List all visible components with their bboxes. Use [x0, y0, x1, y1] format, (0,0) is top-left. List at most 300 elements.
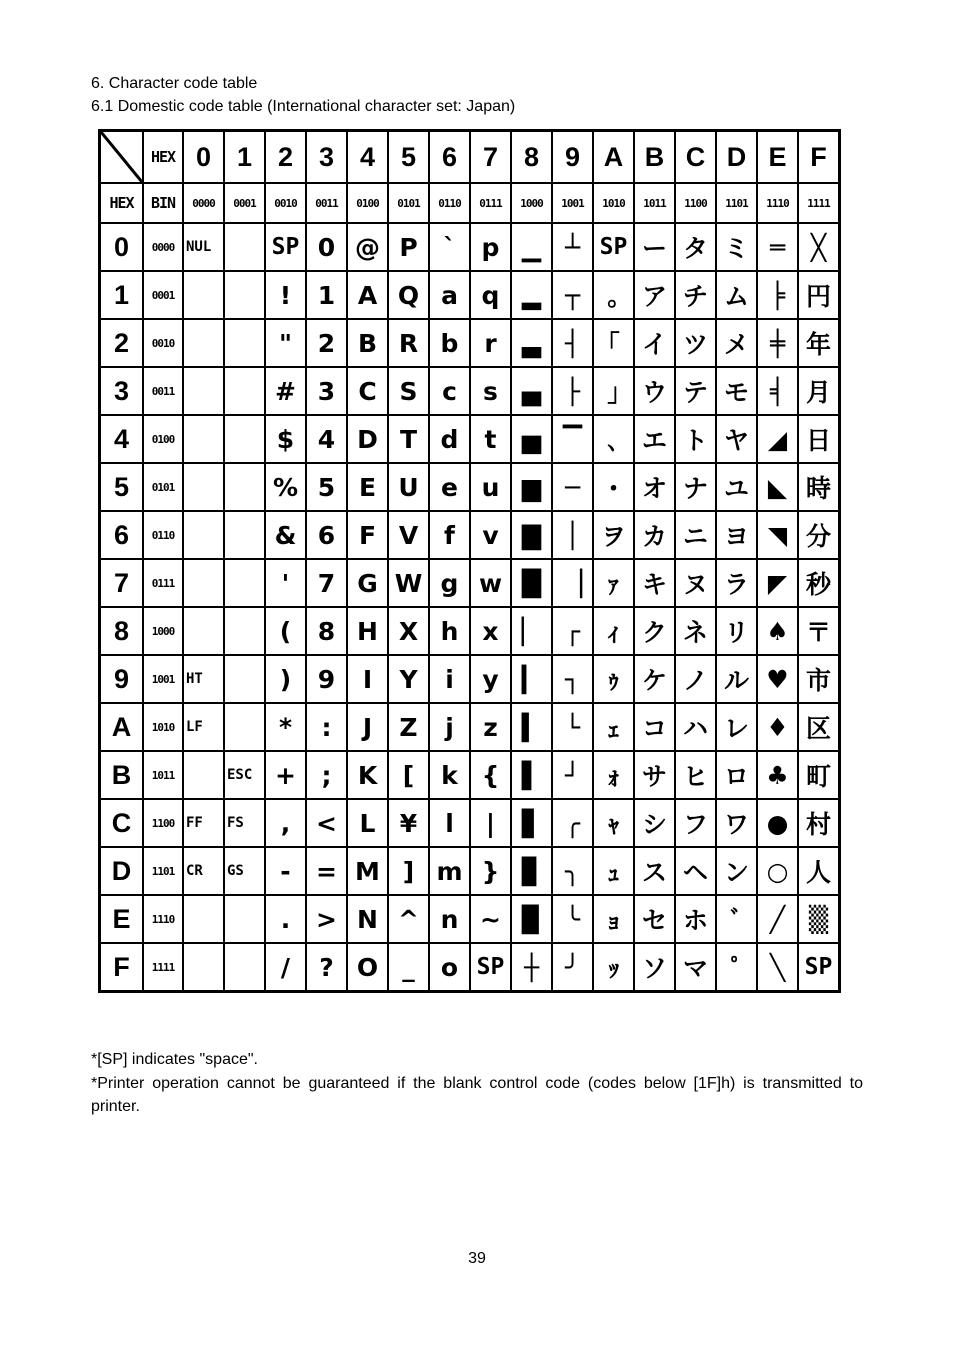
character-cell: イ	[634, 319, 675, 367]
column-hex-header: 5	[388, 131, 429, 184]
character-cell: v	[470, 511, 511, 559]
character-cell: ╡	[757, 367, 798, 415]
character-cell	[224, 895, 265, 943]
character-cell: 円	[798, 271, 840, 319]
character-code-table	[98, 129, 841, 993]
table-row	[100, 751, 840, 799]
character-cell: カ	[634, 511, 675, 559]
character-cell	[224, 943, 265, 992]
character-cell: ｧ	[593, 559, 634, 607]
column-hex-header: D	[716, 131, 757, 184]
subsection-heading: 6.1 Domestic code table (International character set: Japan)	[91, 98, 516, 115]
character-cell: m	[429, 847, 470, 895]
character-cell: ヒ	[675, 751, 716, 799]
character-cell: |	[470, 799, 511, 847]
character-cell: w	[470, 559, 511, 607]
column-bin-header: 0100	[347, 183, 388, 223]
column-bin-header: 1001	[552, 183, 593, 223]
column-bin-header: 1000	[511, 183, 552, 223]
character-cell: l	[429, 799, 470, 847]
character-cell: ]	[388, 847, 429, 895]
column-hex-header: 6	[429, 131, 470, 184]
row-hex-header: B	[100, 751, 144, 799]
character-cell	[183, 559, 224, 607]
character-cell: ╪	[757, 319, 798, 367]
character-cell: ラ	[716, 559, 757, 607]
character-cell: c	[429, 367, 470, 415]
table-row	[100, 415, 840, 463]
character-cell	[183, 319, 224, 367]
character-cell: Z	[388, 703, 429, 751]
character-cell: f	[429, 511, 470, 559]
character-cell: ╭	[552, 799, 593, 847]
row-hex-header: 1	[100, 271, 144, 319]
character-cell: _	[388, 943, 429, 992]
row-bin-header: 0011	[143, 367, 183, 415]
row-hex-header: E	[100, 895, 144, 943]
character-cell: ｫ	[593, 751, 634, 799]
column-hex-header: 1	[224, 131, 265, 184]
character-cell: ~	[470, 895, 511, 943]
character-cell: N	[347, 895, 388, 943]
row-hex-header: 3	[100, 367, 144, 415]
character-cell: ▊	[511, 847, 552, 895]
character-cell: O	[347, 943, 388, 992]
character-cell: L	[347, 799, 388, 847]
column-bin-header: 1111	[798, 183, 840, 223]
character-cell: E	[347, 463, 388, 511]
character-cell: ├	[552, 367, 593, 415]
column-hex-header: A	[593, 131, 634, 184]
character-cell: p	[470, 223, 511, 271]
character-cell: a	[429, 271, 470, 319]
character-cell: W	[388, 559, 429, 607]
character-cell: }	[470, 847, 511, 895]
character-cell: SP	[470, 943, 511, 992]
character-cell: [	[388, 751, 429, 799]
section-heading: 6. Character code table	[91, 75, 258, 92]
character-cell: ♠	[757, 607, 798, 655]
character-cell: 7	[306, 559, 347, 607]
character-cell: I	[347, 655, 388, 703]
character-cell: C	[347, 367, 388, 415]
character-cell: ナ	[675, 463, 716, 511]
column-hex-header: F	[798, 131, 840, 184]
character-cell: D	[347, 415, 388, 463]
space-note: *[SP] indicates "space".	[91, 1051, 258, 1068]
control-code-note: *Printer operation cannot be guaranteed if the blank control code (codes below [1F]h) is transmitted to printer.	[91, 1075, 863, 1115]
character-cell: ○	[757, 847, 798, 895]
character-cell	[183, 415, 224, 463]
character-cell: ス	[634, 847, 675, 895]
character-cell: b	[429, 319, 470, 367]
character-cell: CR	[183, 847, 224, 895]
character-cell: ◥	[757, 511, 798, 559]
character-cell: ｩ	[593, 655, 634, 703]
row-bin-header: 0001	[143, 271, 183, 319]
character-cell: j	[429, 703, 470, 751]
character-cell: SP	[798, 943, 840, 992]
character-cell: 3	[306, 367, 347, 415]
character-cell: ▍	[511, 703, 552, 751]
character-cell: SP	[593, 223, 634, 271]
character-cell: )	[265, 655, 306, 703]
character-cell: r	[470, 319, 511, 367]
character-cell: マ	[675, 943, 716, 992]
row-hex-header: C	[100, 799, 144, 847]
character-cell: サ	[634, 751, 675, 799]
column-hex-header: E	[757, 131, 798, 184]
column-hex-header: 4	[347, 131, 388, 184]
table-row	[100, 703, 840, 751]
character-cell: 分	[798, 511, 840, 559]
character-cell: キ	[634, 559, 675, 607]
character-cell: ♥	[757, 655, 798, 703]
row-bin-header: 1111	[143, 943, 183, 992]
table-row	[100, 655, 840, 703]
row-hex-header: 0	[100, 223, 144, 271]
row-bin-header: 1011	[143, 751, 183, 799]
character-cell: >	[306, 895, 347, 943]
character-cell	[224, 559, 265, 607]
character-cell: ル	[716, 655, 757, 703]
column-bin-header: 0001	[224, 183, 265, 223]
character-cell: ソ	[634, 943, 675, 992]
character-cell: U	[388, 463, 429, 511]
character-cell: $	[265, 415, 306, 463]
character-cell: ▒	[798, 895, 840, 943]
character-cell: ╞	[757, 271, 798, 319]
bin-label: BIN	[143, 183, 183, 223]
character-cell: ク	[634, 607, 675, 655]
character-cell: ^	[388, 895, 429, 943]
header-row-hex	[100, 131, 840, 184]
row-bin-header: 0110	[143, 511, 183, 559]
character-cell: q	[470, 271, 511, 319]
character-cell: コ	[634, 703, 675, 751]
character-cell: J	[347, 703, 388, 751]
row-hex-header: 6	[100, 511, 144, 559]
character-cell: ヨ	[716, 511, 757, 559]
character-cell: 町	[798, 751, 840, 799]
character-cell: タ	[675, 223, 716, 271]
column-bin-header: 1101	[716, 183, 757, 223]
character-cell: T	[388, 415, 429, 463]
page-number: 39	[468, 1250, 486, 1267]
character-cell: ▋	[511, 799, 552, 847]
character-cell: K	[347, 751, 388, 799]
character-cell: モ	[716, 367, 757, 415]
table-row	[100, 271, 840, 319]
column-hex-header: C	[675, 131, 716, 184]
character-cell: ─	[552, 463, 593, 511]
row-hex-header: D	[100, 847, 144, 895]
character-cell: ?	[306, 943, 347, 992]
table-row	[100, 799, 840, 847]
row-hex-header: 2	[100, 319, 144, 367]
character-cell: ユ	[716, 463, 757, 511]
character-cell	[183, 463, 224, 511]
diagonal-line	[101, 132, 142, 182]
table-row	[100, 223, 840, 271]
character-cell: ･	[593, 463, 634, 511]
table-row	[100, 847, 840, 895]
character-cell: ╲	[757, 943, 798, 992]
character-cell: @	[347, 223, 388, 271]
character-cell	[224, 319, 265, 367]
character-cell: ロ	[716, 751, 757, 799]
character-cell: チ	[675, 271, 716, 319]
character-cell: ┼	[511, 943, 552, 992]
character-cell: ◤	[757, 559, 798, 607]
character-cell: ▌	[511, 751, 552, 799]
character-cell: ､	[593, 415, 634, 463]
character-cell: 区	[798, 703, 840, 751]
column-bin-header: 0101	[388, 183, 429, 223]
character-cell: '	[265, 559, 306, 607]
character-cell: エ	[634, 415, 675, 463]
character-cell: レ	[716, 703, 757, 751]
character-cell: ◢	[757, 415, 798, 463]
character-cell: y	[470, 655, 511, 703]
character-cell: ム	[716, 271, 757, 319]
character-cell: t	[470, 415, 511, 463]
character-cell: B	[347, 319, 388, 367]
character-cell: %	[265, 463, 306, 511]
character-cell: GS	[224, 847, 265, 895]
character-cell: +	[265, 751, 306, 799]
character-cell: ミ	[716, 223, 757, 271]
row-hex-header: A	[100, 703, 144, 751]
character-cell: ▏	[511, 607, 552, 655]
character-cell: テ	[675, 367, 716, 415]
character-cell: シ	[634, 799, 675, 847]
table-row	[100, 319, 840, 367]
character-cell: X	[388, 607, 429, 655]
character-cell	[224, 511, 265, 559]
character-cell: 年	[798, 319, 840, 367]
row-bin-header: 1110	[143, 895, 183, 943]
character-cell	[183, 511, 224, 559]
character-cell: =	[306, 847, 347, 895]
row-hex-header: 5	[100, 463, 144, 511]
column-bin-header: 0110	[429, 183, 470, 223]
row-bin-header: 1101	[143, 847, 183, 895]
character-cell: └	[552, 703, 593, 751]
character-cell: ▔	[552, 415, 593, 463]
table-row	[100, 511, 840, 559]
character-cell: 0	[306, 223, 347, 271]
character-cell	[224, 703, 265, 751]
character-cell: ♦	[757, 703, 798, 751]
character-cell: ┘	[552, 751, 593, 799]
character-cell	[183, 607, 224, 655]
row-hex-label: HEX	[100, 183, 144, 223]
corner-diagonal-cell	[100, 131, 144, 184]
character-cell: ◣	[757, 463, 798, 511]
character-cell: -	[265, 847, 306, 895]
character-cell: S	[388, 367, 429, 415]
character-cell: <	[306, 799, 347, 847]
character-cell: ト	[675, 415, 716, 463]
character-cell: ▁	[511, 223, 552, 271]
table-row	[100, 943, 840, 992]
character-cell: ホ	[675, 895, 716, 943]
character-cell: ニ	[675, 511, 716, 559]
character-cell: M	[347, 847, 388, 895]
character-cell: ═	[757, 223, 798, 271]
character-cell: ｢	[593, 319, 634, 367]
character-cell: ｯ	[593, 943, 634, 992]
character-cell: ┌	[552, 607, 593, 655]
header-row-bin	[100, 183, 840, 223]
column-bin-header: 1110	[757, 183, 798, 223]
character-cell: ｬ	[593, 799, 634, 847]
character-cell: 8	[306, 607, 347, 655]
character-cell: ヲ	[593, 511, 634, 559]
character-cell: n	[429, 895, 470, 943]
character-cell	[183, 751, 224, 799]
column-hex-header: 2	[265, 131, 306, 184]
character-cell: ┬	[552, 271, 593, 319]
row-hex-header: F	[100, 943, 144, 992]
character-cell: {	[470, 751, 511, 799]
character-cell: 市	[798, 655, 840, 703]
character-cell: ｣	[593, 367, 634, 415]
row-bin-header: 1000	[143, 607, 183, 655]
character-cell: ﾟ	[716, 943, 757, 992]
character-cell: ╯	[552, 943, 593, 992]
character-cell: リ	[716, 607, 757, 655]
character-cell	[183, 271, 224, 319]
column-bin-header: 0000	[183, 183, 224, 223]
character-cell: █	[511, 559, 552, 607]
row-bin-header: 1010	[143, 703, 183, 751]
column-hex-header: B	[634, 131, 675, 184]
character-cell	[224, 367, 265, 415]
character-cell: "	[265, 319, 306, 367]
character-cell	[183, 895, 224, 943]
character-cell: ▆	[511, 463, 552, 511]
character-cell: 1	[306, 271, 347, 319]
character-cell: 4	[306, 415, 347, 463]
character-cell: d	[429, 415, 470, 463]
character-cell: z	[470, 703, 511, 751]
character-cell: ｮ	[593, 895, 634, 943]
character-cell	[224, 271, 265, 319]
column-bin-header: 0011	[306, 183, 347, 223]
hex-label: HEX	[143, 131, 183, 184]
character-cell: ▉	[511, 895, 552, 943]
character-cell: .	[265, 895, 306, 943]
table-row	[100, 559, 840, 607]
character-cell: (	[265, 607, 306, 655]
column-hex-header: 9	[552, 131, 593, 184]
character-cell: V	[388, 511, 429, 559]
character-cell: NUL	[183, 223, 224, 271]
character-cell: セ	[634, 895, 675, 943]
character-cell: e	[429, 463, 470, 511]
character-cell: H	[347, 607, 388, 655]
character-cell: 9	[306, 655, 347, 703]
character-cell: 2	[306, 319, 347, 367]
character-cell: P	[388, 223, 429, 271]
column-hex-header: 0	[183, 131, 224, 184]
character-cell: ア	[634, 271, 675, 319]
column-hex-header: 3	[306, 131, 347, 184]
character-cell: ン	[716, 847, 757, 895]
character-cell: ┤	[552, 319, 593, 367]
character-cell: ワ	[716, 799, 757, 847]
row-bin-header: 1100	[143, 799, 183, 847]
character-cell: :	[306, 703, 347, 751]
character-cell: /	[265, 943, 306, 992]
character-cell: ー	[634, 223, 675, 271]
character-cell: A	[347, 271, 388, 319]
character-cell	[183, 943, 224, 992]
column-bin-header: 0010	[265, 183, 306, 223]
character-cell: ╮	[552, 847, 593, 895]
character-cell	[224, 415, 265, 463]
column-bin-header: 0111	[470, 183, 511, 223]
column-bin-header: 1010	[593, 183, 634, 223]
character-cell: o	[429, 943, 470, 992]
character-cell: `	[429, 223, 470, 271]
character-cell: ▎	[511, 655, 552, 703]
character-cell	[224, 655, 265, 703]
character-cell: Y	[388, 655, 429, 703]
character-cell: ｪ	[593, 703, 634, 751]
character-cell: ノ	[675, 655, 716, 703]
character-cell: s	[470, 367, 511, 415]
character-cell: │	[552, 511, 593, 559]
character-cell: ▇	[511, 511, 552, 559]
character-cell	[224, 607, 265, 655]
character-cell: ｨ	[593, 607, 634, 655]
row-bin-header: 0111	[143, 559, 183, 607]
character-cell: FS	[224, 799, 265, 847]
character-cell: FF	[183, 799, 224, 847]
character-cell: 5	[306, 463, 347, 511]
character-cell: ┐	[552, 655, 593, 703]
row-bin-header: 0101	[143, 463, 183, 511]
column-hex-header: 8	[511, 131, 552, 184]
character-cell: F	[347, 511, 388, 559]
character-cell: ,	[265, 799, 306, 847]
column-bin-header: 1011	[634, 183, 675, 223]
column-bin-header: 1100	[675, 183, 716, 223]
character-cell: x	[470, 607, 511, 655]
character-cell: ハ	[675, 703, 716, 751]
character-cell: ┴	[552, 223, 593, 271]
character-cell: u	[470, 463, 511, 511]
character-cell: #	[265, 367, 306, 415]
character-cell: フ	[675, 799, 716, 847]
character-cell	[183, 367, 224, 415]
character-cell: SP	[265, 223, 306, 271]
character-cell: &	[265, 511, 306, 559]
character-cell	[224, 223, 265, 271]
character-cell: !	[265, 271, 306, 319]
character-cell: ▅	[511, 415, 552, 463]
character-cell: ●	[757, 799, 798, 847]
character-cell: ♣	[757, 751, 798, 799]
character-cell: LF	[183, 703, 224, 751]
character-cell: ｭ	[593, 847, 634, 895]
character-cell: i	[429, 655, 470, 703]
row-hex-header: 8	[100, 607, 144, 655]
row-bin-header: 0100	[143, 415, 183, 463]
